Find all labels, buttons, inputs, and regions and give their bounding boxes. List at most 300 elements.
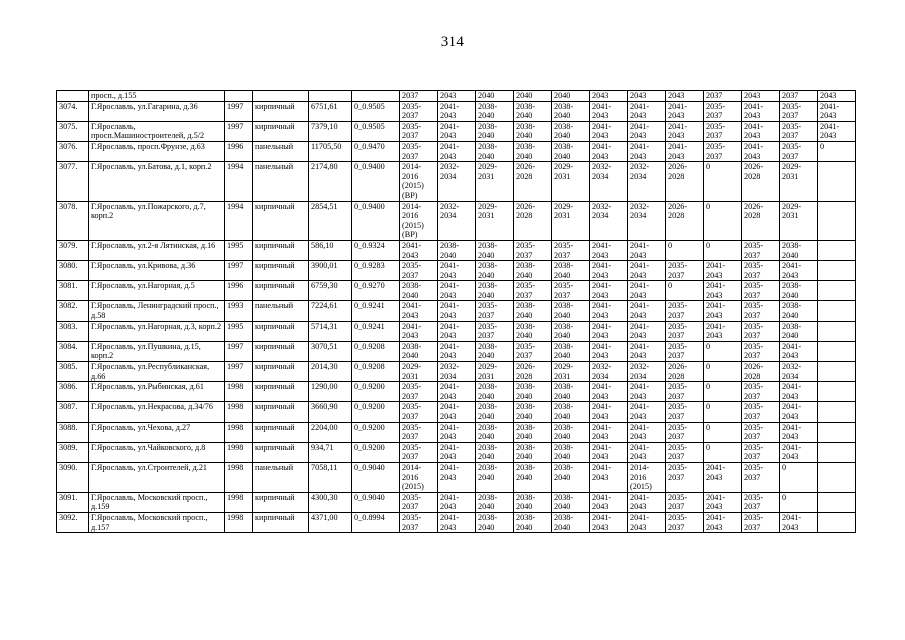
table-cell: 2035-2037 [400, 261, 438, 281]
table-cell: 4300,30 [309, 492, 352, 512]
table-cell: 2035-2037 [400, 121, 438, 141]
table-cell: 2041-2043 [628, 402, 666, 422]
table-row [57, 301, 856, 321]
table-cell [818, 301, 856, 321]
table-cell: 1998 [225, 382, 253, 402]
table-cell: 2026-2028 [742, 162, 780, 201]
table-cell: кирпичный [253, 512, 309, 532]
table-cell: 2035-2037 [742, 281, 780, 301]
table-cell: 1996 [225, 141, 253, 161]
table-cell [309, 91, 352, 102]
table-cell: 3081. [57, 281, 89, 301]
table-cell: 0_0.9283 [352, 261, 400, 281]
table-cell [818, 512, 856, 532]
table-cell: 2035-2037 [704, 141, 742, 161]
table-cell: 2032-2034 [590, 201, 628, 240]
table-cell: 2035-2037 [552, 281, 590, 301]
table-cell: 2038-2040 [780, 321, 818, 341]
table-row [57, 382, 856, 402]
table-row [57, 512, 856, 532]
table-cell: 0_0.9241 [352, 301, 400, 321]
table-cell: 2038-2040 [780, 281, 818, 301]
table-cell: 2038-2040 [552, 422, 590, 442]
table-row [57, 402, 856, 422]
table-cell: 2041-2043 [438, 462, 476, 492]
table-cell: 1998 [225, 442, 253, 462]
table-cell: 2035-2037 [666, 442, 704, 462]
table-cell: 2038-2040 [514, 492, 552, 512]
table-cell: 2041-2043 [590, 281, 628, 301]
table-cell: 2038-2040 [552, 382, 590, 402]
table-cell: 0_0.9270 [352, 281, 400, 301]
table-cell: 2035-2037 [514, 341, 552, 361]
table-cell: 0_0.9040 [352, 492, 400, 512]
table-cell: 2041-2043 [590, 141, 628, 161]
table-cell: 3090. [57, 462, 89, 492]
table-cell: 2041-2043 [590, 492, 628, 512]
table-cell: Г.Ярославль, Московский просп., д.159 [89, 492, 225, 512]
table-cell: Г.Ярославль, ул.Нагорная, д.5 [89, 281, 225, 301]
table-cell: 2035-2037 [666, 422, 704, 442]
table-cell: 2041-2043 [590, 321, 628, 341]
table-cell: 2038-2040 [552, 341, 590, 361]
table-cell: 2035-2037 [742, 261, 780, 281]
table-cell: 2035-2037 [742, 492, 780, 512]
table-cell: 2014-2016 (2015) [400, 462, 438, 492]
table-cell: 2035-2037 [476, 301, 514, 321]
table-cell: 0 [704, 362, 742, 382]
table-cell: 2041-2043 [438, 512, 476, 532]
table-row [57, 492, 856, 512]
table-cell: 3083. [57, 321, 89, 341]
table-cell: 2035-2037 [514, 281, 552, 301]
table-cell: 2035-2037 [780, 121, 818, 141]
table-cell: 2029-2031 [476, 162, 514, 201]
table-cell: 3074. [57, 101, 89, 121]
table-cell: 2035-2037 [704, 101, 742, 121]
table-cell: 2041-2043 [590, 512, 628, 532]
table-cell: кирпичный [253, 121, 309, 141]
table-cell: 1290,00 [309, 382, 352, 402]
table-cell: 2038-2040 [514, 402, 552, 422]
table-cell: 6759,30 [309, 281, 352, 301]
table-cell: 0 [704, 422, 742, 442]
table-cell: 2038-2040 [514, 321, 552, 341]
table-cell: Г.Ярославль, ул.Нагорная, д.3, корп.2 [89, 321, 225, 341]
table-cell: 2040 [552, 91, 590, 102]
table-cell: 2032-2034 [590, 362, 628, 382]
table-cell: 2041-2043 [438, 321, 476, 341]
table-cell: 2041-2043 [400, 240, 438, 260]
table-cell: 2041-2043 [628, 341, 666, 361]
table-cell: 2026-2028 [742, 201, 780, 240]
table-cell [818, 362, 856, 382]
table-cell: 2043 [818, 91, 856, 102]
table-cell: 2029-2031 [780, 162, 818, 201]
table-cell: Г.Ярославль, просп.Машиностроителей, д.5/2 [89, 121, 225, 141]
table-cell: 2032-2034 [780, 362, 818, 382]
table-cell: 2035-2037 [780, 141, 818, 161]
housing-repair-schedule-table [56, 90, 856, 533]
table-cell: 2041-2043 [628, 492, 666, 512]
table-cell: 2035-2037 [666, 321, 704, 341]
table-cell: 1998 [225, 512, 253, 532]
table-cell: 0_0.9505 [352, 121, 400, 141]
table-cell: 2041-2043 [438, 341, 476, 361]
table-row [57, 121, 856, 141]
table-cell: 0_0.8994 [352, 512, 400, 532]
table-cell: 2041-2043 [628, 261, 666, 281]
table-cell: 934,71 [309, 442, 352, 462]
table-cell: кирпичный [253, 240, 309, 260]
table-cell [818, 240, 856, 260]
table-cell: 2041-2043 [780, 341, 818, 361]
table-cell: 3079. [57, 240, 89, 260]
table-cell: 2041-2043 [780, 261, 818, 281]
table-cell: 1997 [225, 101, 253, 121]
table-cell: 0_0.9470 [352, 141, 400, 161]
table-cell: 2035-2037 [742, 341, 780, 361]
table-cell: Г.Ярославль, ул.Пушкина, д.15, корп.2 [89, 341, 225, 361]
table-cell: 2026-2028 [514, 201, 552, 240]
table-cell: 3092. [57, 512, 89, 532]
table-cell: Г.Ярославль, ул.Кривова, д.36 [89, 261, 225, 281]
table-cell: 3091. [57, 492, 89, 512]
table-cell: 2038-2040 [514, 442, 552, 462]
table-cell: 2041-2043 [438, 261, 476, 281]
table-cell: 7224,61 [309, 301, 352, 321]
table-cell [818, 321, 856, 341]
table-cell: кирпичный [253, 422, 309, 442]
table-cell: 2043 [438, 91, 476, 102]
table-cell [818, 341, 856, 361]
table-cell: 0_0.9324 [352, 240, 400, 260]
table-cell: 3070,51 [309, 341, 352, 361]
table-cell: 2026-2028 [514, 162, 552, 201]
table-cell: Г.Ярославль, ул.Строителей, д.21 [89, 462, 225, 492]
table-cell: 2035-2037 [476, 321, 514, 341]
table-cell: 2041-2043 [704, 462, 742, 492]
table-cell: 2032-2034 [628, 362, 666, 382]
table-cell: 2038-2040 [514, 261, 552, 281]
table-cell: 2035-2037 [400, 141, 438, 161]
table-cell: Г.Ярославль, просп.Фрунзе, д.63 [89, 141, 225, 161]
table-cell: 1997 [225, 261, 253, 281]
table-cell: 2014-2016 (2015) [628, 462, 666, 492]
table-row [57, 240, 856, 260]
table-cell: 2038-2040 [476, 512, 514, 532]
table-cell: 2038-2040 [552, 261, 590, 281]
table-cell: 2041-2043 [400, 301, 438, 321]
table-cell: 2035-2037 [666, 462, 704, 492]
table-cell [818, 422, 856, 442]
table-cell: 2026-2028 [666, 362, 704, 382]
table-row [57, 281, 856, 301]
table-cell: 2038-2040 [476, 492, 514, 512]
table-cell: 2038-2040 [400, 341, 438, 361]
table-cell: кирпичный [253, 281, 309, 301]
table-cell: 2038-2040 [552, 141, 590, 161]
table-cell: 1998 [225, 402, 253, 422]
table-cell: 2041-2043 [438, 121, 476, 141]
page-number: 314 [440, 34, 465, 50]
table-cell: панельный [253, 301, 309, 321]
table-cell: Г.Ярославль, ул.Чайковского, д.8 [89, 442, 225, 462]
table-cell: 2038-2040 [476, 281, 514, 301]
table-cell: 2041-2043 [704, 321, 742, 341]
table-cell: 2035-2037 [742, 321, 780, 341]
table-cell: 586,10 [309, 240, 352, 260]
table-cell: 2041-2043 [628, 382, 666, 402]
table-cell: 2032-2034 [438, 162, 476, 201]
table-cell: кирпичный [253, 101, 309, 121]
table-cell: 2041-2043 [590, 422, 628, 442]
table-cell [818, 462, 856, 492]
table-cell: 2035-2037 [666, 301, 704, 321]
table-cell: 2029-2031 [552, 201, 590, 240]
table-cell: 2035-2037 [742, 422, 780, 442]
table-cell: 3076. [57, 141, 89, 161]
table-cell: 2032-2034 [628, 201, 666, 240]
table-cell [818, 492, 856, 512]
table-cell: 2037 [780, 91, 818, 102]
table-cell: 2032-2034 [628, 162, 666, 201]
table-cell [253, 91, 309, 102]
table-cell [225, 91, 253, 102]
table-cell: кирпичный [253, 201, 309, 240]
table-cell [818, 442, 856, 462]
table-cell: 2035-2037 [400, 422, 438, 442]
table-cell: 3660,90 [309, 402, 352, 422]
table-cell: Г.Ярославль, Ленинградский просп., д.58 [89, 301, 225, 321]
table-cell: 2041-2043 [438, 402, 476, 422]
table-cell: 2038-2040 [438, 240, 476, 260]
table-cell: 1998 [225, 492, 253, 512]
table-cell: 2038-2040 [552, 402, 590, 422]
table-cell: кирпичный [253, 402, 309, 422]
table-cell: 0_0.9200 [352, 442, 400, 462]
table-cell: 2041-2043 [818, 121, 856, 141]
table-cell: 0_0.9208 [352, 362, 400, 382]
table-cell: 0 [818, 141, 856, 161]
table-cell: 2040 [514, 91, 552, 102]
table-cell: 0 [704, 382, 742, 402]
table-cell: 3078. [57, 201, 89, 240]
table-cell: 3084. [57, 341, 89, 361]
table-row [57, 201, 856, 240]
table-cell: 0 [666, 240, 704, 260]
table-cell: 1994 [225, 201, 253, 240]
table-cell: 2038-2040 [476, 462, 514, 492]
table-cell: 0 [704, 402, 742, 422]
table-cell: 2038-2040 [552, 301, 590, 321]
table-cell: 0_0.9208 [352, 341, 400, 361]
table-cell: кирпичный [253, 341, 309, 361]
table-cell: 2041-2043 [666, 121, 704, 141]
table-cell: 0_0.9400 [352, 162, 400, 201]
table-row [57, 141, 856, 161]
table-cell: 2029-2031 [476, 201, 514, 240]
table-cell: 2041-2043 [666, 101, 704, 121]
table-cell: 2041-2043 [590, 402, 628, 422]
table-cell: 2041-2043 [438, 101, 476, 121]
table-cell: 1993 [225, 301, 253, 321]
table-cell: 2014-2016 (2015) (ВР) [400, 162, 438, 201]
table-cell: 2041-2043 [780, 512, 818, 532]
table-cell: 2037 [400, 91, 438, 102]
table-row [57, 101, 856, 121]
table-cell: 2041-2043 [590, 341, 628, 361]
table-cell: 2038-2040 [476, 121, 514, 141]
table-cell: кирпичный [253, 261, 309, 281]
table-cell: 2041-2043 [780, 402, 818, 422]
table-cell: 2038-2040 [552, 121, 590, 141]
table-cell: 2035-2037 [400, 512, 438, 532]
table-cell: панельный [253, 141, 309, 161]
table-cell: 2038-2040 [552, 321, 590, 341]
table-cell: 2029-2031 [476, 362, 514, 382]
table-cell: 0 [780, 462, 818, 492]
table-cell: 0 [666, 281, 704, 301]
table-cell: 2037 [704, 91, 742, 102]
table-cell: кирпичный [253, 382, 309, 402]
table-cell: Г.Ярославль, ул.Рыбинская, д.61 [89, 382, 225, 402]
table-row [57, 422, 856, 442]
table-cell: 1994 [225, 162, 253, 201]
table-row [57, 341, 856, 361]
table-cell: Г.Ярославль, ул.Батова, д.1, корп.2 [89, 162, 225, 201]
table-cell: 3086. [57, 382, 89, 402]
table-cell: 2041-2043 [704, 492, 742, 512]
table-cell: 2038-2040 [476, 101, 514, 121]
table-cell: 2026-2028 [742, 362, 780, 382]
table-cell: 1998 [225, 462, 253, 492]
table-cell: 2038-2040 [780, 301, 818, 321]
table-cell: 11705,50 [309, 141, 352, 161]
table-cell: 2038-2040 [514, 141, 552, 161]
table-cell: 2026-2028 [666, 162, 704, 201]
table-cell: 3085. [57, 362, 89, 382]
table-cell: 2041-2043 [590, 240, 628, 260]
table-cell: 2035-2037 [742, 462, 780, 492]
table-cell: 2041-2043 [704, 301, 742, 321]
table-cell: 2038-2040 [552, 492, 590, 512]
table-cell: 2035-2037 [552, 240, 590, 260]
table-cell: кирпичный [253, 321, 309, 341]
table-cell: 1995 [225, 240, 253, 260]
table-cell: 2038-2040 [514, 382, 552, 402]
table-row [57, 91, 856, 102]
table-row [57, 162, 856, 201]
table-cell: 2035-2037 [742, 240, 780, 260]
table-cell: 7058,11 [309, 462, 352, 492]
table-cell: 0_0.9505 [352, 101, 400, 121]
table-cell: 0_0.9200 [352, 422, 400, 442]
table-cell: Г.Ярославль, Московский просп., д.157 [89, 512, 225, 532]
table-cell: 2041-2043 [590, 382, 628, 402]
table-cell: 0 [704, 240, 742, 260]
table-cell: 0_0.9241 [352, 321, 400, 341]
table-cell: Г.Ярославль, ул.Чехова, д.27 [89, 422, 225, 442]
table-cell: 3075. [57, 121, 89, 141]
table-row [57, 321, 856, 341]
table-cell: просп., д.155 [89, 91, 225, 102]
table-cell: 2038-2040 [476, 382, 514, 402]
table-cell: 0 [704, 442, 742, 462]
table-cell: 2035-2037 [666, 492, 704, 512]
table-cell: 2041-2043 [590, 101, 628, 121]
table-cell: 2038-2040 [476, 141, 514, 161]
table-cell: 2035-2037 [400, 382, 438, 402]
table-cell: 2038-2040 [476, 402, 514, 422]
table-cell: 2041-2043 [438, 422, 476, 442]
table-cell: 2043 [628, 91, 666, 102]
table-cell: 2041-2043 [628, 281, 666, 301]
table-cell: 2032-2034 [438, 362, 476, 382]
table-cell: 6751,61 [309, 101, 352, 121]
table-cell: 7379,10 [309, 121, 352, 141]
table-cell: 2038-2040 [514, 121, 552, 141]
table-cell: 0_0.9040 [352, 462, 400, 492]
table-cell: 2038-2040 [400, 281, 438, 301]
table-cell: кирпичный [253, 362, 309, 382]
table-cell: 2041-2043 [590, 462, 628, 492]
table-cell: 2038-2040 [476, 442, 514, 462]
table-cell: 2038-2040 [552, 442, 590, 462]
table-cell: 3087. [57, 402, 89, 422]
table-cell: 2035-2037 [400, 402, 438, 422]
table-cell: 2041-2043 [704, 281, 742, 301]
table-cell: 2041-2043 [628, 442, 666, 462]
table-cell: 0 [780, 492, 818, 512]
table-cell: 2038-2040 [514, 101, 552, 121]
table-cell: 0 [704, 201, 742, 240]
table-row [57, 462, 856, 492]
table-cell: 2032-2034 [590, 162, 628, 201]
table-cell: 2854,51 [309, 201, 352, 240]
table-cell: 1998 [225, 422, 253, 442]
table-cell: 2043 [590, 91, 628, 102]
table-cell: 2035-2037 [742, 512, 780, 532]
table-cell [818, 382, 856, 402]
table-cell: 2029-2031 [552, 162, 590, 201]
table-cell: 2041-2043 [628, 321, 666, 341]
table-cell: 0_0.9200 [352, 382, 400, 402]
table-cell [818, 201, 856, 240]
table-cell: 0 [704, 341, 742, 361]
table-cell: 2041-2043 [628, 512, 666, 532]
table-cell [818, 281, 856, 301]
table-cell: 2038-2040 [514, 462, 552, 492]
table-cell: 2041-2043 [628, 121, 666, 141]
table-cell: 2038-2040 [514, 512, 552, 532]
table-cell [352, 91, 400, 102]
table-cell: 2041-2043 [400, 321, 438, 341]
table-cell: 2041-2043 [438, 442, 476, 462]
table-cell: 2014,30 [309, 362, 352, 382]
table-cell: 2041-2043 [438, 141, 476, 161]
table-cell [818, 162, 856, 201]
table-cell: 2041-2043 [590, 121, 628, 141]
table-cell: 3900,01 [309, 261, 352, 281]
table-cell: 0_0.9400 [352, 201, 400, 240]
table-cell: 2035-2037 [666, 341, 704, 361]
table-cell: 2035-2037 [666, 512, 704, 532]
table-cell: 2041-2043 [780, 422, 818, 442]
table-cell: 2035-2037 [400, 442, 438, 462]
table-cell: 2041-2043 [704, 261, 742, 281]
table-cell: 5714,31 [309, 321, 352, 341]
